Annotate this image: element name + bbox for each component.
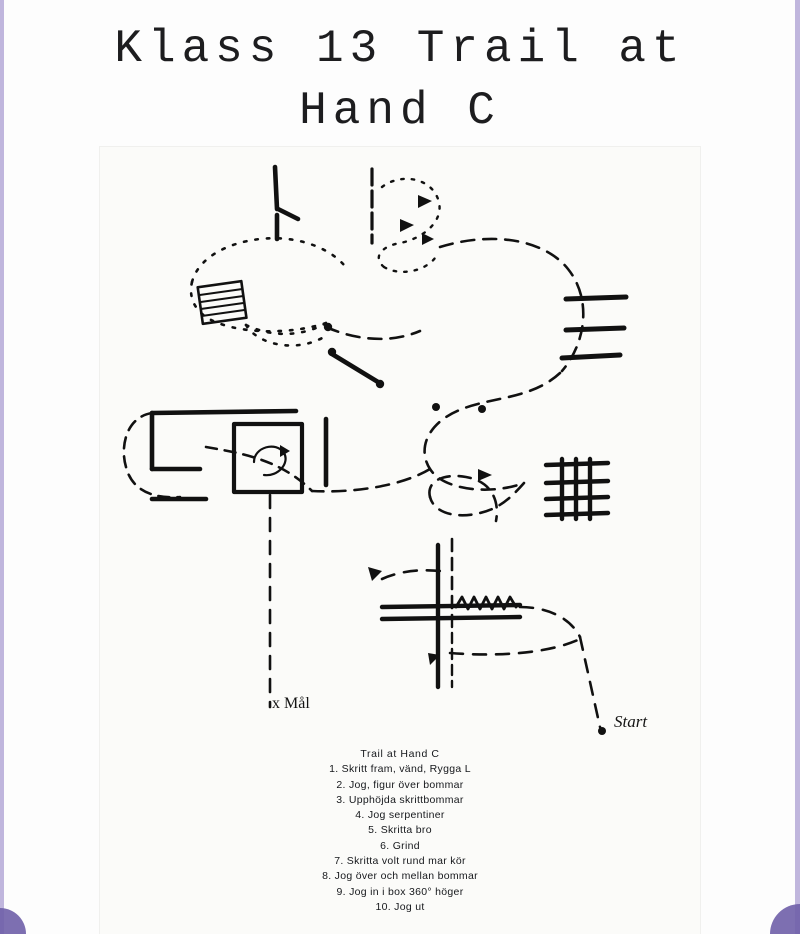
ladder-poles (546, 459, 608, 519)
finish-marker: x (272, 695, 280, 712)
legend-item: 5. Skritta bro (368, 824, 432, 837)
dashed-path-middle-right (326, 327, 420, 339)
finish-label (272, 695, 310, 713)
page-title: Klass 13 Trail at Hand C (114, 23, 686, 138)
bottom-left-corner-accent (0, 908, 26, 934)
cross-arrowheads (368, 567, 440, 665)
arrow-lower-loop (478, 469, 492, 481)
poles-back-L (275, 167, 298, 239)
serpentine-poles (562, 297, 626, 358)
bottom-right-corner-accent (770, 904, 800, 934)
figure-arrowheads (400, 195, 434, 245)
raised-walk-poles (198, 281, 247, 324)
diagonal-pole (324, 323, 384, 388)
legend (100, 747, 700, 915)
dashed-path-top-right (440, 239, 583, 371)
box-360 (234, 424, 302, 492)
legend-item: 3. Upphöjda skrittbommar (336, 793, 464, 806)
start-dot (598, 727, 606, 735)
legend-item: 9. Jog in i box 360° höger (336, 885, 464, 898)
legend-item: 2. Jog, figur över bommar (336, 778, 464, 791)
legend-item: 6. Grind (380, 839, 420, 852)
dashed-path-lower-loop (429, 476, 524, 521)
finish-text: Mål (284, 695, 310, 712)
start-label: Start (614, 712, 648, 731)
legend-item: 4. Jog serpentiner (355, 809, 445, 822)
legend-item: 10. Jog ut (375, 900, 425, 913)
legend-item: 7. Skritta volt rund mar kör (334, 855, 466, 868)
course-map-sheet (100, 147, 700, 934)
dashed-path-center-sweep (312, 373, 560, 491)
legend-title: Trail at Hand C (360, 748, 440, 760)
legend-item: 8. Jog över och mellan bommar (322, 870, 478, 883)
gate-zigzag (452, 597, 516, 687)
legend-item: 1. Skritt fram, vänd, Rygga L (329, 763, 471, 776)
dashed-path-to-start (382, 570, 600, 727)
